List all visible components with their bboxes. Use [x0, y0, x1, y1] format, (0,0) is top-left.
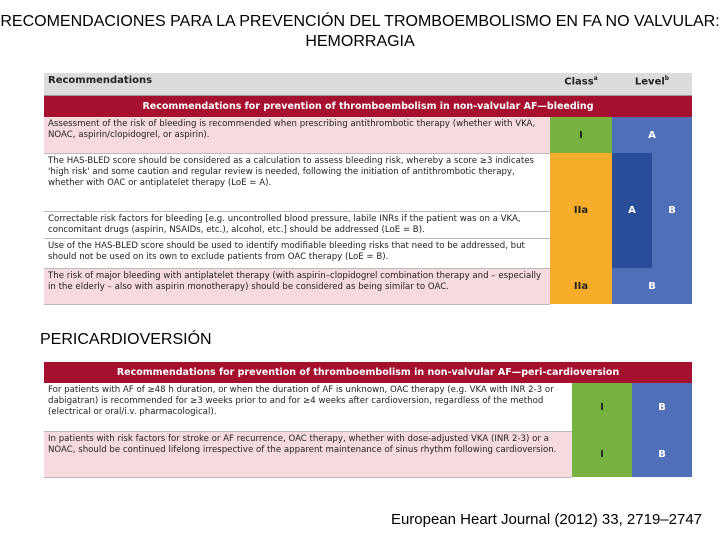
section-heading-pericardioversion: PERICARDIOVERSIÓN: [40, 331, 212, 348]
recommendation-text: The risk of major bleeding with antiplatelet therapy (with aspirin–clopidogrel combination therapy and – especially in the elderly – also with aspirin monotherapy) should be considered as being similar to OAC.: [44, 268, 550, 304]
table-row: [44, 117, 692, 153]
table-row: [44, 153, 692, 211]
table-row: [44, 383, 692, 431]
recommendation-text: Use of the HAS-BLED score should be used to identify modifiable bleeding risks that need to be addressed, but should not be used on its own to exclude patients from OAC therapy (LoE = B).: [44, 238, 550, 268]
level-badge-a: A: [612, 153, 652, 268]
table-row: [44, 431, 692, 477]
level-badge: B: [632, 383, 692, 431]
section-band-bleeding: Recommendations for prevention of thromboembolism in non-valvular AF—bleeding: [44, 96, 692, 118]
level-badge: B: [612, 268, 692, 304]
citation: European Heart Journal (2012) 33, 2719–2747: [390, 511, 702, 528]
class-badge: IIa: [550, 268, 612, 304]
section-band-row: [44, 362, 692, 383]
level-badge-b: B: [652, 153, 692, 268]
recommendation-text: The HAS-BLED score should be considered as a calculation to assess bleeding risk, whereby a score ≥3 indicates 'high risk' and some caution and regular review is needed, following the initiation of antithrombotic therapy, whether with OAC or antiplatelet therapy (LoE = A).: [44, 153, 550, 211]
recommendation-text: For patients with AF of ≥48 h duration, or when the duration of AF is unknown, OAC therapy (e.g. VKA with INR 2-3 or dabigatran) is recommended for ≥3 weeks prior to and for ≥4 weeks after cardioversion, regardless of the method (electrical or oral/i.v. pharmacological).: [44, 383, 572, 431]
recommendation-text: Correctable risk factors for bleeding [e.g. uncontrolled blood pressure, labile INRs if the patient was on a VKA, concomitant drugs (aspirin, NSAIDs, etc.), alcohol, etc.] should be addressed (LoE = B).: [44, 211, 550, 238]
bleeding-recommendations-table: [44, 73, 692, 305]
class-badge: I: [572, 383, 632, 431]
header-class: Class$^a$: [550, 73, 612, 96]
header-recommendations: Recommendations: [44, 73, 550, 96]
section-band-row: [44, 96, 692, 118]
pericardioversion-table: [44, 362, 692, 478]
recommendation-text: In patients with risk factors for stroke or AF recurrence, OAC therapy, whether with dose-adjusted VKA (INR 2-3) or a NOAC, should be continued lifelong irrespective of the apparent maintenance of sinus rhythm following cardioversion.: [44, 431, 572, 477]
level-badge: B: [632, 431, 692, 477]
recommendation-text: Assessment of the risk of bleeding is recommended when prescribing antithrombotic therapy (whether with VKA, NOAC, aspirin/clopidogrel, or aspirin).: [44, 117, 550, 153]
table-row: [44, 268, 692, 304]
header-level: Level$^b$: [612, 73, 692, 96]
table-header-row: [44, 73, 692, 96]
class-badge: I: [572, 431, 632, 477]
section-band-pericardioversion: Recommendations for prevention of thromboembolism in non-valvular AF—peri-cardioversion: [44, 362, 692, 383]
class-badge: IIa: [550, 153, 612, 268]
level-badge: A: [612, 117, 692, 153]
class-badge: I: [550, 117, 612, 153]
slide-title: RECOMENDACIONES PARA LA PREVENCIÓN DEL TROMBOEMBOLISMO EN FA NO VALVULAR: HEMORRAGIA: [0, 13, 720, 50]
